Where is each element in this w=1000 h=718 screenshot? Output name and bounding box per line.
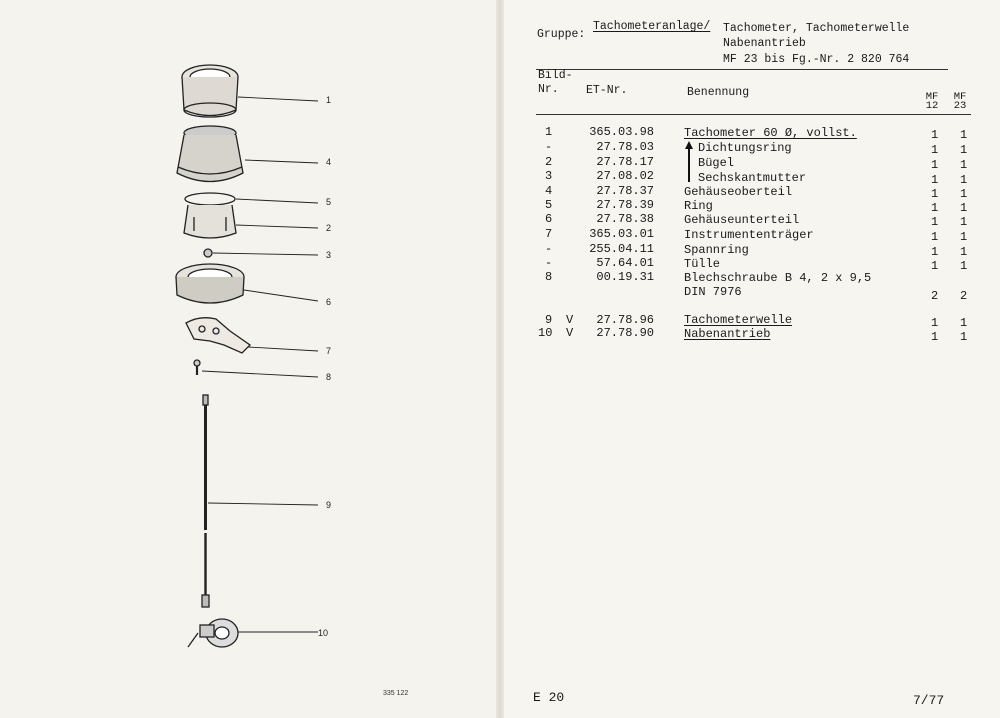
callout-10: 10 [318,628,329,638]
row-bild: - [545,242,553,256]
figure-number: 335 122 [383,690,409,697]
row-name: Tachometerwelle [684,313,793,327]
row-mf12: 1 [931,201,939,215]
row-mf23: 1 [960,173,968,187]
row-mf23: 1 [960,158,968,172]
row-mf12: 1 [931,245,939,259]
row-mf23: 1 [960,316,968,330]
col-bild: Bild- [538,69,573,82]
callout-5: 5 [326,197,332,207]
row-name: Gehäuseoberteil [684,185,793,199]
row-et-nr: 27.78.96 [596,313,654,327]
row-mf12: 1 [931,143,939,157]
row-et-nr: 255.04.11 [589,242,654,256]
row-bild: - [545,256,553,270]
part-bracket [184,205,236,238]
row-et-nr: 27.08.02 [596,169,654,183]
column-header-rule [536,114,971,115]
row-mf23: 1 [960,128,968,142]
part-housing-lower [176,277,244,303]
gruppe-value: Tachometeranlage/ [593,20,711,33]
row-v-flag: V [566,326,574,340]
part-nut [204,249,212,257]
exploded-view-diagram [150,55,350,665]
row-name: Nabenantrieb [684,327,771,341]
row-bild: 10 [538,326,553,340]
row-name: Spannring [684,243,749,257]
part-tachometer-shaft [203,395,208,405]
row-bild: 9 [545,313,553,327]
row-mf12: 1 [931,230,939,244]
row-mf12: 1 [931,330,939,344]
row-name-continued: DIN 7976 [684,285,742,299]
row-mf23: 2 [960,289,968,303]
col-nr: Nr. [538,83,559,96]
callout-4: 4 [326,157,332,167]
row-mf23: 1 [960,330,968,344]
row-mf23: 1 [960,201,968,215]
row-mf12: 2 [931,289,939,303]
callout-6: 6 [326,297,332,307]
row-name: Blechschraube B 4, 2 x 9,5 [684,271,872,285]
row-name: Instrumententräger [684,228,814,242]
row-et-nr: 365.03.01 [589,227,654,241]
part-ring [185,193,235,205]
gruppe-label: Gruppe: [537,28,586,41]
row-mf23: 1 [960,187,968,201]
row-et-nr: 27.78.39 [596,198,654,212]
row-name: Bügel [698,156,735,170]
row-name: Gehäuseunterteil [684,213,800,227]
row-name: Ring [684,199,713,213]
row-et-nr: 27.78.90 [596,326,654,340]
row-bild: 1 [545,125,553,139]
row-et-nr: 27.78.37 [596,184,654,198]
row-et-nr: 00.19.31 [596,270,654,284]
row-name: Tachometer 60 Ø, vollst. [684,126,857,140]
callout-9: 9 [326,500,332,510]
row-mf12: 1 [931,173,939,187]
part-instrument-carrier [186,318,250,353]
col-et-nr: ET-Nr. [586,84,628,97]
header-rule [536,69,948,70]
row-bild: 8 [545,270,553,284]
row-bild: 2 [545,155,553,169]
row-mf23: 1 [960,230,968,244]
title-line-1: Tachometer, Tachometerwelle [723,22,910,35]
col-mf23-top: MF [953,91,967,103]
page-number: 7/77 [913,693,945,708]
row-mf23: 1 [960,245,968,259]
row-bild: 3 [545,169,553,183]
row-mf12: 1 [931,316,939,330]
row-mf12: 1 [931,158,939,172]
row-bild: 7 [545,227,553,241]
page-code: E 20 [533,690,565,705]
row-et-nr: 27.78.38 [596,212,654,226]
col-mf12-top: MF [925,91,939,103]
row-et-nr: 57.64.01 [596,256,654,270]
col-mf12-bottom: 12 [925,100,939,112]
row-bild: 4 [545,184,553,198]
row-et-nr: 365.03.98 [589,125,654,139]
col-mf23-bottom: 23 [953,100,967,112]
row-mf12: 1 [931,128,939,142]
row-bild: - [545,140,553,154]
row-et-nr: 27.78.03 [596,140,654,154]
row-mf23: 1 [960,143,968,157]
row-mf12: 1 [931,187,939,201]
callout-3: 3 [326,250,332,260]
row-mf23: 1 [960,259,968,273]
callout-2: 2 [326,223,332,233]
row-v-flag: V [566,313,574,327]
row-name: Dichtungsring [698,141,792,155]
title-line-3: MF 23 bis Fg.-Nr. 2 820 764 [723,53,910,66]
callout-1: 1 [326,95,332,105]
col-benennung: Benennung [687,86,750,99]
row-mf12: 1 [931,259,939,273]
row-name: Tülle [684,257,721,271]
row-mf12: 1 [931,215,939,229]
row-bild: 6 [545,212,553,226]
row-et-nr: 27.78.17 [596,155,654,169]
row-mf23: 1 [960,215,968,229]
row-bild: 5 [545,198,553,212]
callout-7: 7 [326,346,332,356]
row-name: Sechskantmutter [698,171,807,185]
title-line-2: Nabenantrieb [723,37,806,50]
book-gutter [496,0,504,718]
sub-item-brace [688,148,690,182]
callout-8: 8 [326,372,332,382]
